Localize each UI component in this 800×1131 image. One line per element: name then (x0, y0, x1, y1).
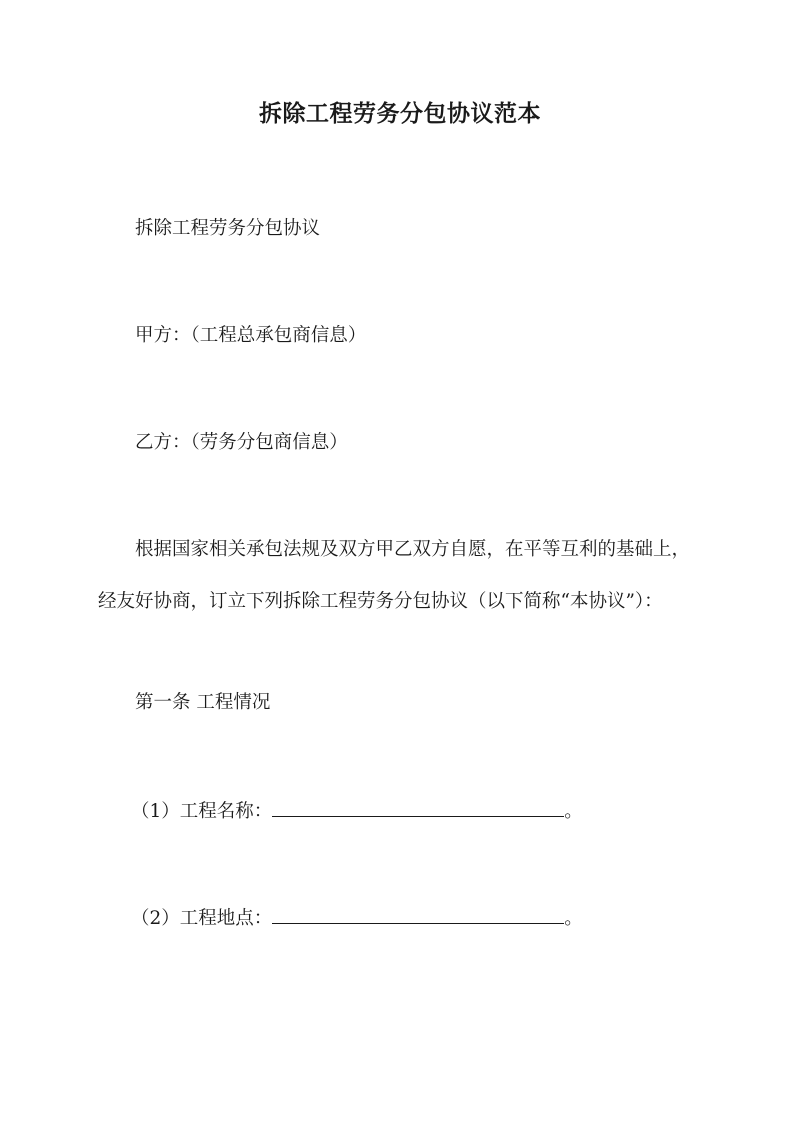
project-name-blank[interactable] (272, 800, 564, 817)
project-location-blank[interactable] (272, 907, 564, 924)
party-a-line: 甲方：（工程总承包商信息） (135, 325, 367, 346)
article-1-heading: 第一条 工程情况 (135, 692, 271, 713)
party-b-line: 乙方：（劳务分包商信息） (135, 432, 348, 453)
item-project-name-label: （1）工程名称： (131, 801, 273, 822)
item-project-name-end: 。 (564, 801, 583, 822)
intro-paragraph-line-2: 经友好协商，订立下列拆除工程劳务分包协议（以下简称“本协议”）： (98, 591, 663, 612)
intro-paragraph-line-1: 根据国家相关承包法规及双方甲乙双方自愿，在平等互利的基础上， (135, 539, 691, 560)
item-project-location-label: （2）工程地点： (131, 908, 273, 929)
item-project-location (131, 906, 751, 932)
agreement-subtitle: 拆除工程劳务分包协议 (135, 218, 321, 239)
item-project-name (131, 799, 751, 825)
item-project-location-end: 。 (564, 908, 583, 929)
document-title: 拆除工程劳务分包协议范本 (259, 100, 541, 127)
